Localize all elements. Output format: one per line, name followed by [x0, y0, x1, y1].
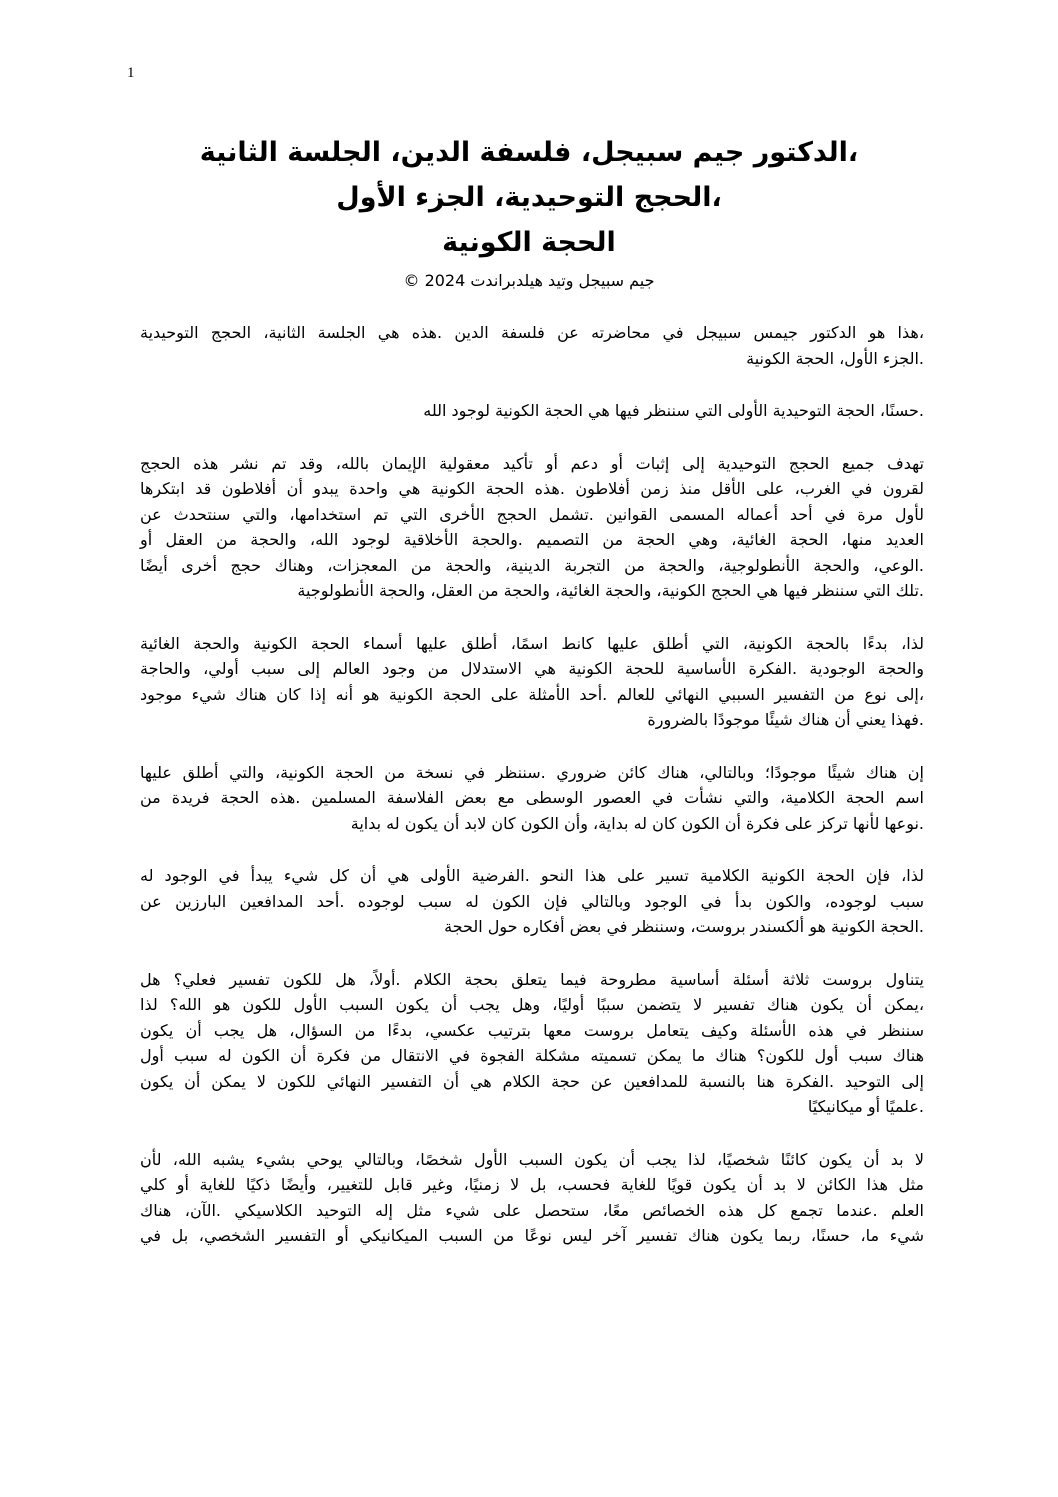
- text-line: .تلك التي سننظر فيها هي الحجج الكونية، والحجة الغائية، والحجة من العقل، والحجة الأنطولوجية: [297, 581, 924, 600]
- text-line: اسم الحجة الكلامية، والتي نشأت في العصور الوسطى مع بعض الفلاسفة المسلمين .هذه الحجة فريدة من: [140, 788, 924, 807]
- text-line: تهدف جميع الحجج التوحيدية إلى إثبات أو دعم أو تأكيد معقولية الإيمان بالله، وقد تم نشر هذه الحجج: [140, 453, 924, 473]
- text-line: شيء ما، حسنًا، ربما يكون هناك تفسير آخر ليس نوعًا من السبب الميكانيكي أو التفسير الشخصي، بل في: [140, 1226, 924, 1245]
- text-line: لذا، بدءًا بالحجة الكونية، التي أطلق عليها كانط اسمًا، أطلق عليها أسماء الحجة الكونية والحجة الغائية: [140, 633, 924, 653]
- paragraph-intro: [140, 320, 924, 371]
- text-line: إلى التوحيد .الفكرة هنا بالنسبة للمدافعين عن حجة الكلام هي أن التفسير النهائي للكون لا يمكن أن يكون: [140, 1071, 924, 1091]
- document-body: [140, 320, 924, 1276]
- text-line: هناك سبب أول للكون؟ هناك ما يمكن تسميته مشكلة الفجوة في الانتقال من فكرة أن الكون له سبب أول: [140, 1046, 924, 1065]
- text-line: العلم .عندما تجمع كل هذه الخصائص معًا، ستحصل على شيء مثل إله التوحيد الكلاسيكي .الآن، هناك: [140, 1200, 924, 1220]
- text-line: يتناول بروست ثلاثة أسئلة أساسية مطروحة فيما يتعلق بحجة الكلام .أولاً، هل للكون تفسير فعلي؟ هل: [140, 969, 924, 989]
- text-line: لذا، فإن الحجة الكونية الكلامية تسير على هذا النحو .الفرضية الأولى هي أن كل شيء يبدأ في الوجود له: [140, 866, 924, 885]
- text-line: .نوعها لأنها تركز على فكرة أن الكون كان له بداية، وأن الكون كان لابد أن يكون له بداية: [350, 813, 924, 833]
- text-line: سبب لوجوده، والكون بدأ في الوجود وبالتالي فإن الكون له سبب لوجوده .أحد المدافعين البارزين عن: [140, 891, 924, 911]
- paragraph-personal-being: [140, 1147, 924, 1249]
- page-number: 1: [127, 65, 135, 81]
- text-line: العديد منها، الحجة الغائية، وهي الحجة من التصميم .والحجة الأخلاقية لوجود الله، والحجة من العقل أو: [140, 530, 924, 549]
- document-title: [0, 130, 1058, 293]
- copyright-notice: جيم سبيجل وتيد هيلدبراندت 2024 ©: [403, 271, 655, 290]
- text-line: لأول مرة في أحد أعماله المسمى القوانين .تشمل الحجج الأخرى التي تم استخدامها، والتي سنتحدث عن: [140, 504, 924, 524]
- title-line: ،الدكتور جيم سبيجل، فلسفة الدين، الجلسة الثانية: [199, 137, 859, 168]
- paragraph-kalam: [140, 760, 924, 837]
- paragraph-kalam-premises: [140, 863, 924, 940]
- text-line: مثل هذا الكائن لا بد أن يكون قويًا للغاية فحسب، بل لا زمنيًا، وغير قابل للتغيير، وأيضًا ذكيًا للغاية أو كلي: [140, 1175, 924, 1194]
- text-line: ،هذا هو الدكتور جيمس سبيجل في محاضرته عن فلسفة الدين .هذه هي الجلسة الثانية، الحجج التوحيدية: [140, 323, 924, 342]
- text-line: .الوعي، والحجة الأنطولوجية، والحجة من التجربة الدينية، والحجة من المعجزات، وهناك حجج أخرى أيضًا: [140, 555, 924, 575]
- text-line: لا بد أن يكون كائنًا شخصيًا، لذا يجب أن يكون السبب الأول شخصًا، وبالتالي يوحي بشيء يشبه الله، لأن: [140, 1149, 924, 1169]
- title-line: الحجة الكونية: [442, 227, 616, 258]
- text-line: إن هناك شيئًا موجودًا؛ وبالتالي، هناك كائن ضروري .سننظر في نسخة من الحجة الكونية، والتي أطلق عليها: [140, 762, 924, 782]
- paragraph-pruss-questions: [140, 967, 924, 1120]
- text-line: ،إلى نوع من التفسير السببي النهائي للعالم .أحد الأمثلة على الحجة الكونية هو أنه إذا كان هناك شيء موجود: [140, 684, 924, 704]
- text-line: والحجة الوجودية .الفكرة الأساسية للحجة الكونية هي الاستدلال من وجود العالم إلى سبب أولي، والحاجة: [140, 659, 924, 678]
- text-line: .فهذا يعني أن هناك شيئًا موجودًا بالضرورة: [647, 710, 924, 729]
- text-line: .علميًا أو ميكانيكيًا: [807, 1097, 924, 1116]
- text-line: .حسنًا، الحجة التوحيدية الأولى التي سننظر فيها هي الحجة الكونية لوجود الله: [423, 401, 924, 420]
- paragraph-theistic-arguments: [140, 451, 924, 604]
- text-line: لقرون في الغرب، على الأقل منذ زمن أفلاطون .هذه الحجة الكونية هي واحدة يبدو أن أفلاطون قد ابتكرها: [140, 479, 924, 498]
- text-line: .الجزء الأول، الحجة الكونية: [746, 348, 924, 368]
- text-line: سننظر في هذه الأسئلة وكيف يتعامل بروست معها بترتيب عكسي، بدءًا من السؤال، هل يجب أن يكون: [140, 1020, 924, 1040]
- text-line: .الحجة الكونية هو ألكسندر بروست، وسننظر في بعض أفكاره حول الحجة: [444, 917, 924, 936]
- paragraph-cosmological-argument: [140, 631, 924, 733]
- title-line: ،الحجج التوحيدية، الجزء الأول: [336, 182, 722, 213]
- text-line: ،يمكن أن يكون هناك تفسير لا يتضمن سببًا أوليًا، وهل يجب أن يكون السبب الأول للكون هو الله؟ لذا: [140, 995, 924, 1014]
- paragraph-first-argument: [140, 398, 924, 424]
